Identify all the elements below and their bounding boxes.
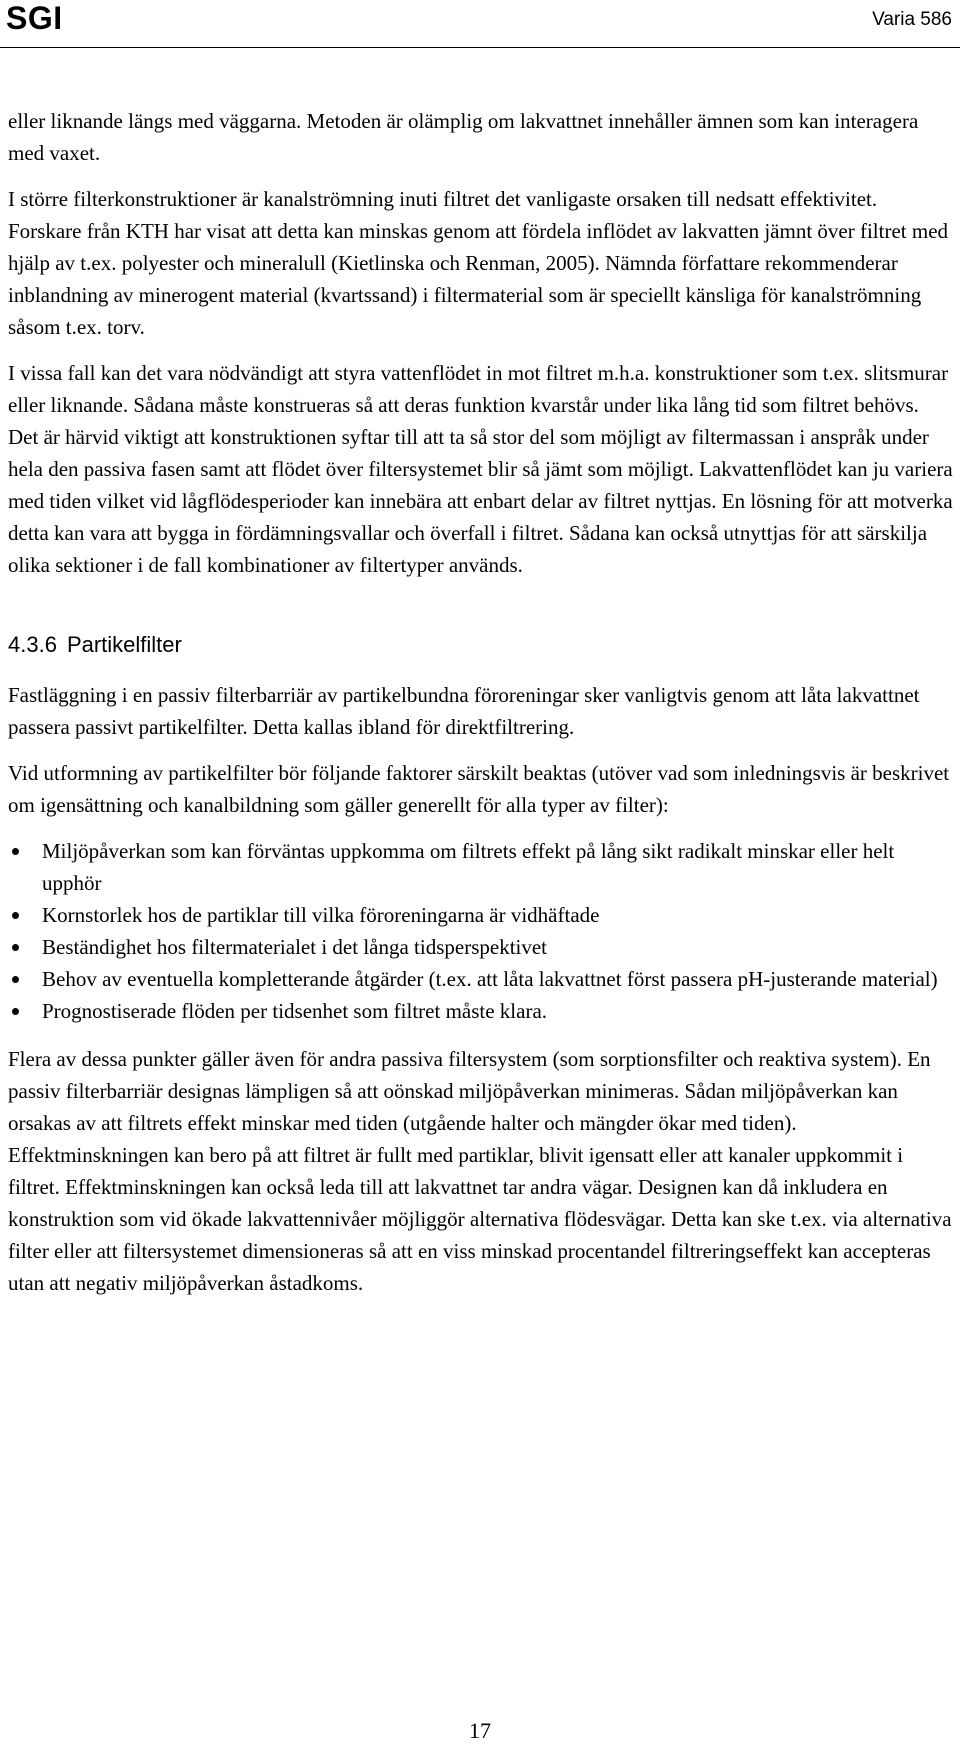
- list-item: [8, 835, 953, 899]
- bullet-icon: [12, 1008, 19, 1015]
- list-item-text: Prognostiserade flöden per tidsenhet som filtret måste klara.: [42, 999, 548, 1023]
- section-heading: [8, 629, 953, 661]
- page-number: 17: [469, 1718, 491, 1743]
- header-logo-text: SGI: [6, 0, 63, 36]
- list-item: [8, 995, 953, 1027]
- list-item: [8, 899, 953, 931]
- paragraph-1: eller liknande längs med väggarna. Metoden är olämplig om lakvattnet innehåller ämnen som kan interagera med vaxet.: [8, 109, 919, 165]
- section-number: 4.3.6: [8, 632, 57, 657]
- list-item: [8, 963, 953, 995]
- list-item-text: Kornstorlek hos de partiklar till vilka föroreningarna är vidhäftade: [42, 903, 600, 927]
- page-header: [0, 0, 960, 48]
- bullet-icon: [12, 976, 19, 983]
- section-title: Partikelfilter: [66, 632, 182, 657]
- paragraph-4: Fastläggning i en passiv filterbarriär av partikelbundna föroreningar sker vanligtvis genom att låta lakvattnet passera passivt partikelfilter. Detta kallas ibland för direktfiltrering.: [8, 683, 920, 739]
- list-item-text: Beständighet hos filtermaterialet i det långa tidsperspektivet: [42, 935, 548, 959]
- paragraph-3: I vissa fall kan det vara nödvändigt att styra vattenflödet in mot filtret m.h.a. konstruktioner som t.ex. slitsmurar eller liknande. Sådana måste konstrueras så att deras funktion kvarstår under lika lång tid som filtret behövs. Det är härvid viktigt att konstruktionen syftar till att ta så stor del som möjligt av filtermassan i anspråk under hela den passiva fasen samt att flödet över filtersystemet blir så jämt som möjligt. Lakvattenflödet kan ju variera med tiden vilket vid lågflödesperioder kan innebära att enbart delar av filtret nyttjas. En lösning för att motverka detta kan vara att bygga in fördämningsvallar och överfall i filtret. Sådana kan också utnyttjas för att särskilja olika sektioner i de fall kombinationer av filtertyper används.: [8, 361, 953, 577]
- paragraph-2: I större filterkonstruktioner är kanalströmning inuti filtret det vanligaste orsaken till nedsatt effektivitet. Forskare från KTH har visat att detta kan minskas genom att fördela inflödet av lakvatten jämnt över filtret med hjälp av t.ex. polyester och mineralull (Kietlinska och Renman, 2005). Nämnda författare rekommenderar inblandning av minerogent material (kvartssand) i filtermaterial som är speciellt känsliga för kanalströmning såsom t.ex. torv.: [8, 187, 949, 339]
- document-body: [8, 105, 953, 1313]
- list-item: [8, 931, 953, 963]
- paragraph-5: Vid utformning av partikelfilter bör följande faktorer särskilt beaktas (utöver vad som inledningsvis är beskrivet om igensättning och kanalbildning som gäller generellt för alla typer av filter):: [8, 761, 950, 817]
- paragraph-6: Flera av dessa punkter gäller även för andra passiva filtersystem (som sorptionsfilter och reaktiva system). En passiv filterbarriär designas lämpligen så att oönskad miljöpåverkan minimeras. Sådan miljöpåverkan kan orsakas av att filtrets effekt minskar med tiden (utgående halter och mängder ökar med tiden). Effektminskningen kan bero på att filtret är fullt med partiklar, blivit igensatt eller att kanaler uppkommit i filtret. Effektminskningen kan också leda till att lakvattnet tar andra vägar. Designen kan då inkludera en konstruktion som vid ökade lakvattennivåer möjliggör alternativa flödesvägar. Detta kan ske t.ex. via alternativa filter eller att filtersystemet dimensioneras så att en viss minskad procentandel filtreringseffekt kan accepteras utan att negativ miljöpåverkan åstadkoms.: [8, 1047, 952, 1295]
- list-item-text: Behov av eventuella kompletterande åtgärder (t.ex. att låta lakvattnet först passera pH-justerande material): [42, 967, 938, 991]
- bullet-icon: [12, 848, 19, 855]
- list-item-text: Miljöpåverkan som kan förväntas uppkomma om filtrets effekt på lång sikt radikalt minskar eller helt upphör: [42, 839, 895, 895]
- factor-list: [8, 835, 953, 1027]
- bullet-icon: [12, 944, 19, 951]
- header-report-id: Varia 586: [872, 9, 952, 30]
- header-divider: [0, 47, 960, 48]
- bullet-icon: [12, 912, 19, 919]
